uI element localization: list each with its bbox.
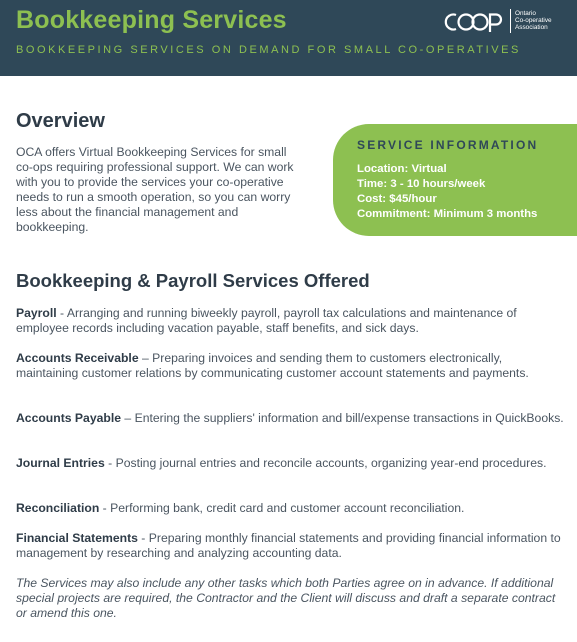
service-item-reconciliation xyxy=(16,501,564,516)
service-value: Minimum 3 months xyxy=(433,208,538,220)
term-separator: - xyxy=(104,456,116,470)
service-term: Accounts Receivable xyxy=(16,351,139,365)
service-info-heading: SERVICE INFORMATION xyxy=(357,138,539,152)
service-description: Arranging and running biweekly payroll, payroll tax calculations and maintenance of employee records including vacation payable, staff benefits, and sick days. xyxy=(16,306,517,335)
logo-line: Co-operative xyxy=(515,17,552,25)
term-separator: – xyxy=(138,351,153,365)
service-location xyxy=(357,162,537,177)
service-value: Virtual xyxy=(411,163,447,175)
service-item-payroll xyxy=(16,306,564,336)
term-separator: - xyxy=(99,501,111,515)
service-description: Posting journal entries and reconcile accounts, organizing year-end procedures. xyxy=(115,456,547,470)
service-label: Commitment: xyxy=(357,208,431,220)
service-description: Preparing monthly financial statements and providing financial information to management by researching and analyzing accounting data. xyxy=(16,531,561,560)
service-item-journal-entries xyxy=(16,456,564,471)
service-label: Location: xyxy=(357,163,409,175)
logo-line: Association xyxy=(515,24,548,32)
coop-wordmark-icon xyxy=(443,11,507,33)
term-separator: – xyxy=(121,411,135,425)
logo-line: Ontario xyxy=(515,10,536,17)
service-label: Time: xyxy=(357,178,388,190)
page-subtitle: BOOKKEEPING SERVICES ON DEMAND FOR SMALL CO-OPERATIVES xyxy=(16,44,521,56)
service-item-financial-statements xyxy=(16,531,564,561)
term-separator: - xyxy=(137,531,149,545)
service-value: $45/hour xyxy=(389,193,437,205)
header-banner xyxy=(0,0,577,76)
service-term: Reconciliation xyxy=(16,501,100,515)
service-time xyxy=(357,177,537,192)
service-term: Financial Statements xyxy=(16,531,138,545)
service-term: Payroll xyxy=(16,306,57,320)
service-item-accounts-payable xyxy=(16,411,564,426)
term-separator: - xyxy=(56,306,67,320)
service-term: Accounts Payable xyxy=(16,411,121,425)
service-info-box xyxy=(333,124,577,236)
service-description: Preparing invoices and sending them to customers electronically, maintaining customer relations by communicating customer account statements and payments. xyxy=(16,351,529,380)
overview-paragraph: OCA offers Virtual Bookkeeping Services for small co-ops requiring professional support. We can work with you to provide the services your co-operative needs to run a smooth operation, so you can worry less about the financial management and bookkeeping. xyxy=(16,145,294,234)
page-title: Bookkeeping Services xyxy=(16,6,287,34)
service-item-accounts-receivable xyxy=(16,351,564,381)
service-description: Performing bank, credit card and customer account reconciliation. xyxy=(110,501,465,515)
overview-heading: Overview xyxy=(16,110,105,132)
service-label: Cost: xyxy=(357,193,387,205)
service-cost xyxy=(357,192,537,207)
services-note: The Services may also include any other tasks which both Parties agree on in advance. If additional special projects are required, the Contractor and the Client will discuss and draft a separate contract or amend this one. xyxy=(16,576,556,620)
service-commitment xyxy=(357,207,537,222)
logo-text xyxy=(515,10,565,32)
service-value: 3 - 10 hours/week xyxy=(390,178,486,190)
service-info-list xyxy=(357,162,537,222)
coop-logo xyxy=(443,9,563,35)
service-description: Entering the suppliers' information and bill/expense transactions in QuickBooks. xyxy=(134,411,564,425)
services-offered-heading: Bookkeeping & Payroll Services Offered xyxy=(16,270,370,291)
logo-divider xyxy=(510,9,511,33)
service-term: Journal Entries xyxy=(16,456,105,470)
